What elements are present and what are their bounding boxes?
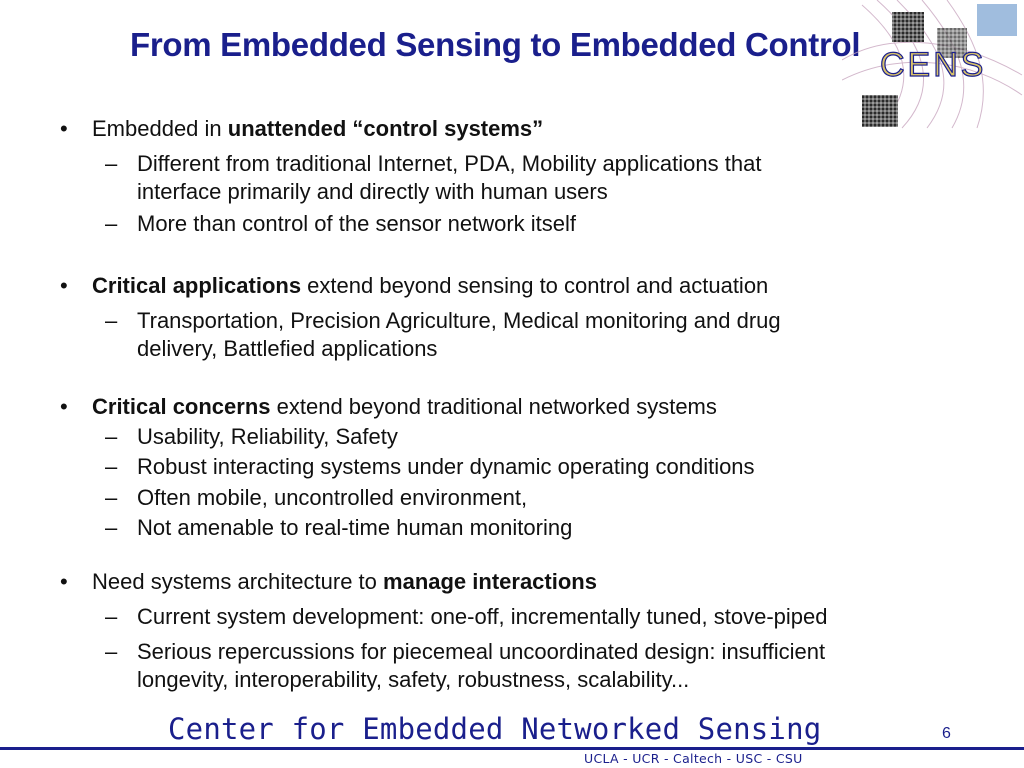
sub-dash: –: [105, 211, 118, 236]
sub-bullet-1-1: Different from traditional Internet, PDA, Mobility applications that: [137, 151, 762, 176]
bullet-1-text: [92, 116, 543, 142]
sub-dash: –: [105, 515, 118, 540]
bullet-4-text: [92, 569, 597, 595]
bullet-2-text: [92, 273, 768, 299]
sub-bullet-2-1: Transportation, Precision Agriculture, Medical monitoring and drug: [137, 308, 781, 333]
bullet-4-prefix: Need systems architecture to: [92, 569, 384, 594]
sub-dash: –: [105, 308, 118, 333]
bullet-4-bold: manage interactions: [383, 569, 597, 594]
slide-title: From Embedded Sensing to Embedded Control: [130, 26, 861, 63]
logo-tile-bottom: [862, 95, 898, 127]
cens-logo: [842, 0, 1024, 130]
sub-bullet-3-2: Robust interacting systems under dynamic operating conditions: [137, 454, 755, 479]
sub-bullet-3-4: Not amenable to real-time human monitoring: [137, 515, 573, 540]
sub-dash: –: [105, 485, 118, 510]
sub-bullet-1-2: More than control of the sensor network itself: [137, 211, 576, 236]
page-number: 6: [942, 725, 951, 742]
logo-tile-top-left: [892, 12, 924, 42]
logo-tile-top-right: [977, 4, 1017, 36]
sub-bullet-1-1-cont: interface primarily and directly with human users: [137, 179, 608, 204]
sub-bullet-4-2-cont: longevity, interoperability, safety, robustness, scalability...: [137, 667, 690, 692]
footer-title: Center for Embedded Networked Sensing: [168, 712, 822, 746]
bullet-3-suffix: extend beyond traditional networked systems: [270, 394, 717, 419]
sub-dash: –: [105, 424, 118, 449]
bullet-2-bold: Critical applications: [92, 273, 302, 298]
bullet-2-suffix: extend beyond sensing to control and actuation: [301, 273, 769, 298]
bullet-marker: •: [60, 273, 68, 298]
sub-bullet-3-3: Often mobile, uncontrolled environment,: [137, 485, 528, 510]
sub-bullet-3-1: Usability, Reliability, Safety: [137, 424, 398, 449]
bullet-3-text: [92, 394, 717, 420]
bullet-1-prefix: Embedded in: [92, 116, 228, 141]
bullet-marker: •: [60, 394, 68, 419]
logo-text: CENS: [880, 46, 987, 84]
bullet-marker: •: [60, 569, 68, 594]
sub-bullet-2-1-cont: delivery, Battlefied applications: [137, 336, 438, 361]
sub-bullet-4-2: Serious repercussions for piecemeal uncoordinated design: insufficient: [137, 639, 826, 664]
sub-dash: –: [105, 639, 118, 664]
bullet-1-bold: unattended “control systems”: [227, 116, 544, 141]
bullet-marker: •: [60, 116, 68, 141]
footer-divider: [0, 747, 1024, 750]
sub-dash: –: [105, 604, 118, 629]
sub-dash: –: [105, 151, 118, 176]
bullet-3-bold: Critical concerns: [92, 394, 271, 419]
sub-dash: –: [105, 454, 118, 479]
sub-bullet-4-1: Current system development: one-off, incrementally tuned, stove-piped: [137, 604, 828, 629]
footer-subtitle: UCLA - UCR - Caltech - USC - CSU: [584, 751, 803, 766]
